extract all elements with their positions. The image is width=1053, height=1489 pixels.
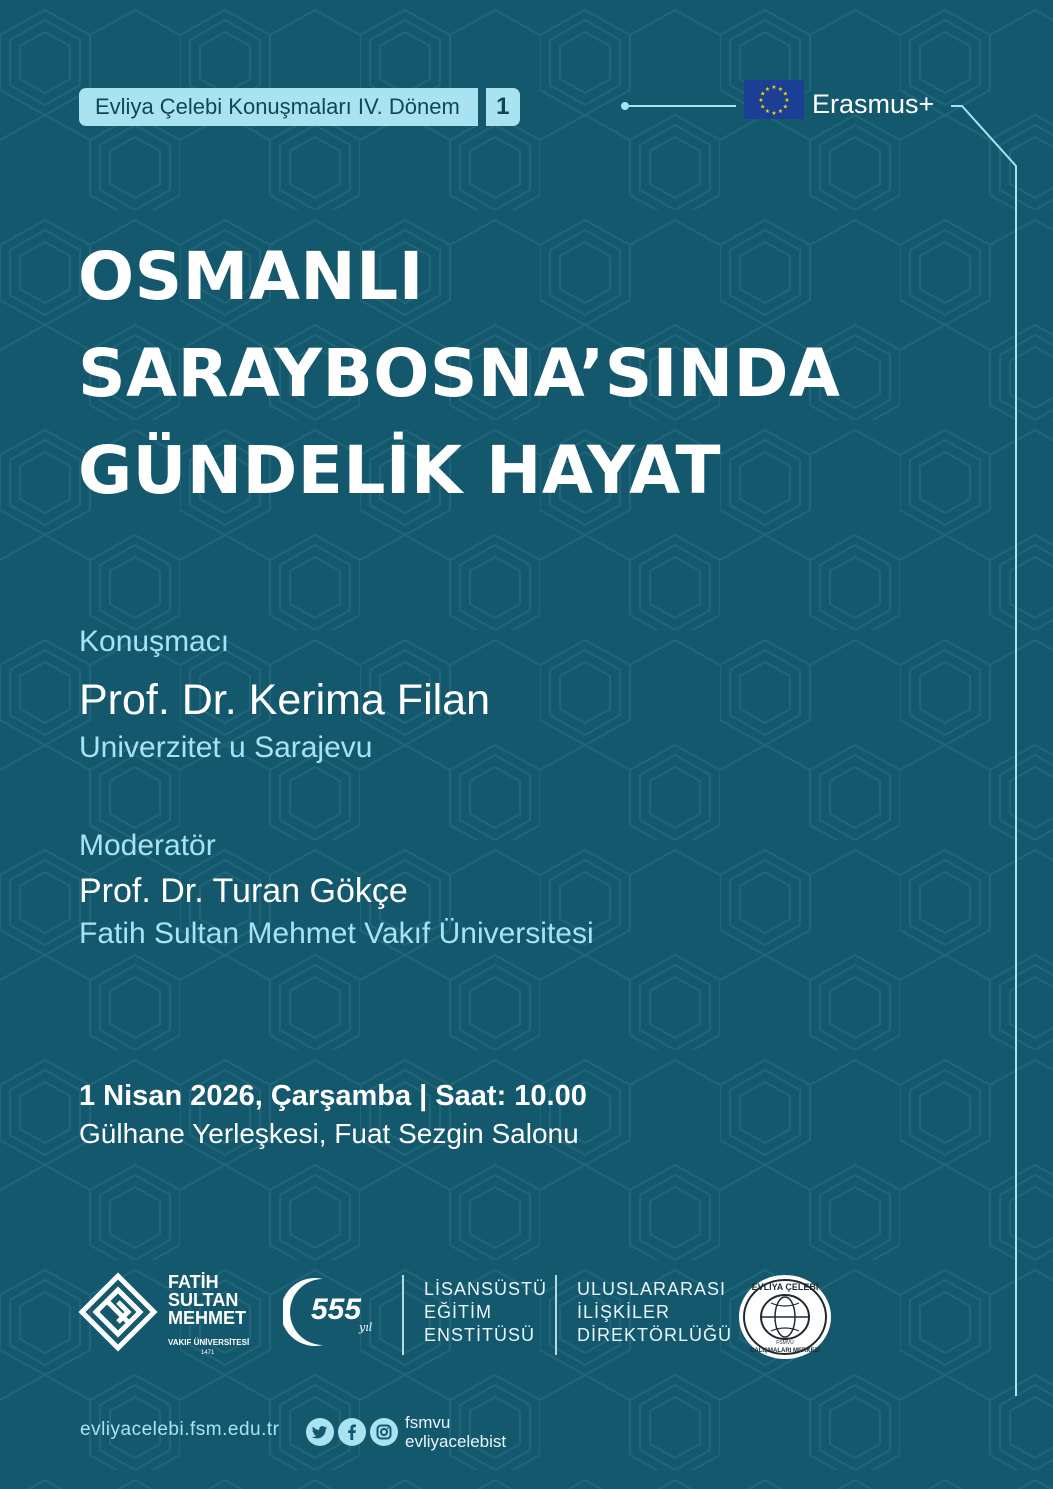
institute-logo-text [424, 1278, 547, 1347]
directorate-line-2: İLİŞKİLER [577, 1302, 671, 1322]
series-number: 1 [496, 93, 510, 120]
moderator-role: Moderatör [79, 829, 216, 862]
logo-divider-1 [402, 1275, 404, 1355]
social-handle-2[interactable]: evliyacelebist [405, 1432, 507, 1451]
directorate-line-1: ULUSLARARASI [577, 1279, 727, 1299]
fsm-logo-text [168, 1273, 246, 1327]
institute-line-1: LİSANSÜSTÜ [424, 1279, 548, 1299]
institute-line-2: EĞİTİM [424, 1302, 492, 1322]
title-line-2: SARAYBOSNA’SINDA [78, 335, 841, 412]
speaker-role: Konuşmacı [79, 625, 230, 658]
institute-line-3: ENSTİTÜSÜ [424, 1325, 536, 1345]
svg-text:★: ★ [777, 108, 784, 116]
logo-divider-2 [555, 1275, 557, 1355]
event-title [78, 228, 840, 519]
title-line-3: GÜNDELİK HAYAT [78, 432, 722, 509]
directorate-logo-text [577, 1278, 732, 1347]
svg-text:★: ★ [760, 103, 766, 111]
svg-text:★: ★ [771, 84, 777, 91]
seal-bottom-text: ÇALIŞMALARI MERKEZİ [750, 1348, 820, 1354]
eu-flag-icon [744, 80, 804, 119]
svg-text:★: ★ [771, 110, 777, 117]
event-date-time: 1 Nisan 2026, Çarşamba | Saat: 10.00 [79, 1080, 587, 1112]
social-handle-1[interactable]: fsmvu [405, 1413, 451, 1432]
speaker-institution: Univerzitet u Sarajevu [79, 731, 373, 764]
fsm-line-1: FATİH [168, 1272, 219, 1292]
evliya-celebi-center-seal-icon [737, 1273, 833, 1361]
anniversary-555-logo-icon [283, 1275, 383, 1349]
instagram-icon[interactable] [370, 1418, 398, 1446]
svg-text:★: ★ [784, 97, 790, 104]
svg-text:★: ★ [777, 85, 784, 93]
svg-text:★: ★ [782, 90, 788, 98]
fsm-line-3: MEHMET [168, 1308, 246, 1328]
seal-top-text: EVLİYA ÇELEBİ [751, 1282, 819, 1292]
svg-text:★: ★ [782, 103, 788, 111]
moderator-name: Prof. Dr. Turan Gökçe [79, 872, 408, 910]
svg-text:★: ★ [764, 108, 771, 116]
event-venue: Gülhane Yerleşkesi, Fuat Sezgin Salonu [79, 1118, 579, 1149]
website-link[interactable]: evliyacelebi.fsm.edu.tr [80, 1419, 280, 1440]
speaker-name: Prof. Dr. Kerima Filan [79, 676, 490, 724]
twitter-icon[interactable] [306, 1418, 334, 1446]
fsm-logo-icon [78, 1272, 158, 1356]
seal-small-text: FSMVÜ [776, 1340, 794, 1346]
fsm-subtitle: VAKIF ÜNİVERSİTESİ [168, 1338, 250, 1347]
erasmus-logo-text: Erasmus+ [812, 89, 935, 119]
fsm-year: 1471 [201, 1350, 215, 1356]
svg-text:★: ★ [760, 90, 766, 98]
svg-text:★: ★ [764, 85, 771, 93]
social-handles [405, 1413, 506, 1451]
anniversary-suffix: yıl [359, 1321, 373, 1334]
directorate-line-3: DİREKTÖRLÜĞÜ [577, 1325, 733, 1345]
fsm-line-2: SULTAN [168, 1290, 239, 1310]
anniversary-number: 555 [311, 1293, 362, 1326]
facebook-icon[interactable] [338, 1418, 366, 1446]
title-line-1: OSMANLI [78, 238, 424, 315]
series-label: Evliya Çelebi Konuşmaları IV. Dönem [95, 94, 460, 119]
moderator-institution: Fatih Sultan Mehmet Vakıf Üniversitesi [79, 917, 594, 950]
svg-text:★: ★ [758, 97, 764, 104]
